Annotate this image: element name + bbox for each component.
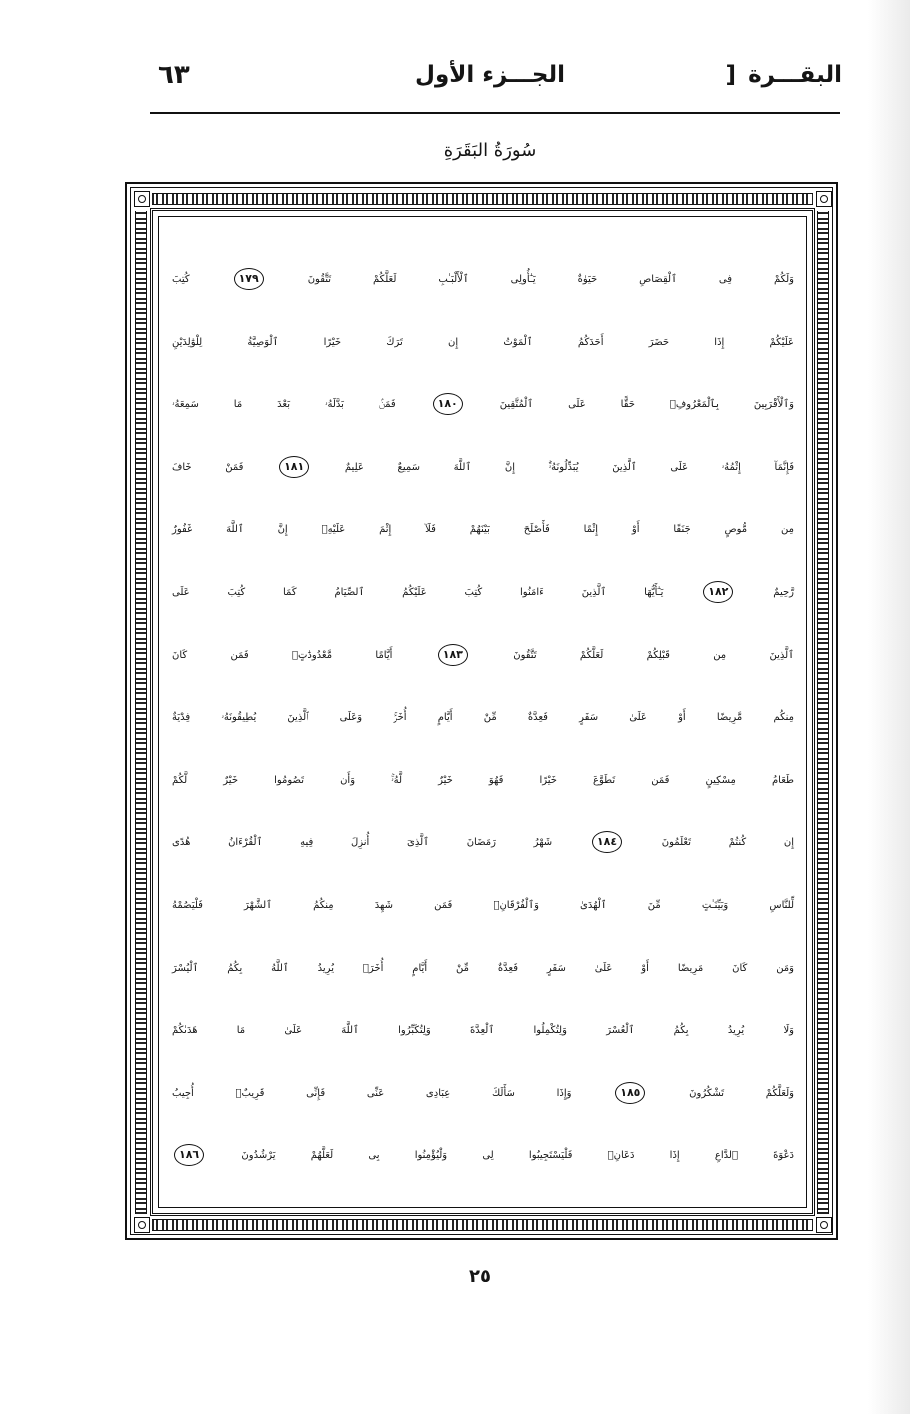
- running-header-bracket: ]: [725, 62, 737, 88]
- verse-line-content: [172, 963, 794, 974]
- verse-line: [172, 875, 794, 938]
- surah-title: سُورَةُ البَقَرَةِ: [443, 140, 537, 161]
- verse-text: ٱلَّذِينَ مِن قَبْلِكُمْ لَعَلَّكُمْ تَتَّقُونَ: [513, 649, 795, 661]
- verse-text: يَـٰٓأَيُّهَا ٱلَّذِينَ ءَامَنُوا كُتِبَ عَلَيْكُمُ ٱلصِّيَامُ كَمَا كُتِبَ عَلَى: [172, 586, 664, 598]
- verse-line-content: [172, 399, 794, 410]
- footer-page-number: ٢٥: [469, 1266, 491, 1287]
- verse-text: طَعَامُ مِسْكِينٍ فَمَن تَطَوَّعَ خَيْرًا فَهُوَ خَيْرٌ لَّهُۥۚ وَأَن تَصُومُوا خَيْرٌ لَّكُمْ: [172, 774, 794, 786]
- ornamental-band-right: [817, 211, 829, 1214]
- page-edge-shadow: [868, 0, 910, 1414]
- verse-line-content: [172, 524, 794, 535]
- verse-text: وَلَا يُرِيدُ بِكُمُ ٱلْعُسْرَ وَلِتُكْمِلُوا ٱلْعِدَّةَ وَلِتُكَبِّرُوا ٱللَّهَ عَلَىٰ مَا هَدَىٰكُمْ: [172, 1025, 794, 1037]
- verse-text: فَإِنَّمَآ إِثْمُهُۥ عَلَى ٱلَّذِينَ يُبَدِّلُونَهُۥٓۚ إِنَّ ٱللَّهَ سَمِيعٌ عَلِيمٌ: [344, 461, 794, 473]
- verse-text: وَمَن كَانَ مَرِيضًا أَوْ عَلَىٰ سَفَرٍ فَعِدَّةٌ مِّنْ أَيَّامٍ أُخَرَۚ يُرِيدُ ٱللَّهُ بِكُمُ ٱلْيُسْرَ: [172, 962, 794, 974]
- verse-text: وَلَكُمْ فِى ٱلْقِصَاصِ حَيَوٰةٌ يَـٰٓأُولِى ٱلْأَلْبَـٰبِ لَعَلَّكُمْ تَتَّقُونَ: [307, 274, 795, 285]
- verse-line: [172, 687, 794, 750]
- verse-line-content: [172, 775, 794, 786]
- verse-text: لِّلنَّاسِ وَبَيِّنَـٰتٍ مِّنَ ٱلْهُدَىٰ وَٱلْفُرْقَانِۚ فَمَن شَهِدَ مِنكُمُ ٱلشَّهْرَ فَلْيَصُمْهُ: [172, 899, 794, 911]
- verse-line-content: [172, 584, 794, 598]
- verse-line: [172, 750, 794, 813]
- ornamental-band-left: [135, 211, 147, 1214]
- verse-text: شَهْرُ رَمَضَانَ ٱلَّذِىٓ أُنزِلَ فِيهِ ٱلْقُرْءَانُ هُدًى: [172, 837, 553, 849]
- verse-text: مِن مُّوصٍ جَنَفًا أَوْ إِثْمًا فَأَصْلَحَ بَيْنَهُمْ فَلَآ إِثْمَ عَلَيْهِۚ إِنَّ ٱللَّهَ غَفُورٌ: [172, 524, 794, 536]
- verse-line-content: [172, 837, 794, 848]
- ayah-number-marker: ١٨٣: [438, 644, 468, 666]
- verse-text: أَيَّامًا مَّعْدُودَٰتٍۚ فَمَن كَانَ: [172, 649, 393, 661]
- verse-line: [172, 437, 794, 500]
- verse-line-content: [172, 1025, 794, 1036]
- verse-line: [172, 1125, 794, 1188]
- verse-text: إِن كُنتُمْ تَعْلَمُونَ: [661, 837, 794, 849]
- ornamental-band-bottom: [152, 1219, 813, 1231]
- verse-line: [172, 938, 794, 1001]
- verse-text: وَٱلْأَقْرَبِينَ بِٱلْمَعْرُوفِۚ حَقًّا عَلَى ٱلْمُتَّقِينَ: [499, 399, 794, 411]
- ayah-number-marker: ١٨١: [279, 456, 309, 478]
- verse-line-content: [172, 1150, 794, 1161]
- verse-line: [172, 625, 794, 688]
- frame-corner-ornament: [816, 191, 832, 207]
- verse-line-content: [172, 647, 795, 661]
- ayah-number-marker: ١٨٠: [433, 393, 463, 415]
- page-number: ٦٣: [158, 60, 190, 90]
- verse-line-content: [172, 712, 794, 723]
- ayah-number-marker: ١٨٦: [174, 1144, 204, 1166]
- verse-text: عَلَيْكُمْ إِذَا حَضَرَ أَحَدَكُمُ ٱلْمَوْتُ إِن تَرَكَ خَيْرًا ٱلْوَصِيَّةُ لِلْوَٰلِدَيْنِ: [172, 336, 794, 348]
- verse-text: وَإِذَا سَأَلَكَ عِبَادِى عَنِّى فَإِنِّى قَرِيبٌۚ أُجِيبُ: [172, 1087, 572, 1099]
- verse-line: [172, 562, 794, 625]
- running-header-surah: [726, 62, 842, 88]
- quran-text-block: [172, 249, 794, 1188]
- frame-corner-ornament: [816, 1217, 832, 1233]
- verse-line: [172, 812, 794, 875]
- verse-text: رَّحِيمٌ: [773, 586, 794, 598]
- verse-text: وَلَعَلَّكُمْ تَشْكُرُونَ: [689, 1087, 794, 1099]
- frame-corner-ornament: [134, 1217, 150, 1233]
- verse-text: دَعْوَةَ ٱلدَّاعِ إِذَا دَعَانِۚ فَلْيَسْتَجِيبُوا لِى وَلْيُؤْمِنُوا بِى لَعَلَّهُمْ يَرْشُدُونَ: [241, 1150, 794, 1162]
- ayah-number-marker: ١٧٩: [234, 268, 264, 290]
- frame-corner-ornament: [134, 191, 150, 207]
- verse-line-content: [172, 337, 794, 348]
- ornamental-band-top: [152, 193, 813, 205]
- verse-text: فَمَنْ خَافَ: [172, 461, 244, 473]
- verse-line: [172, 499, 794, 562]
- verse-line: [172, 1000, 794, 1063]
- verse-line-content: [172, 459, 794, 473]
- verse-line: [172, 249, 794, 312]
- verse-line-content: [172, 900, 794, 911]
- verse-text: فَمَنۢ بَدَّلَهُۥ بَعْدَ مَا سَمِعَهُۥ: [172, 399, 396, 411]
- verse-text: مِنكُم مَّرِيضًا أَوْ عَلَىٰ سَفَرٍ فَعِدَّةٌ مِّنْ أَيَّامٍ أُخَرَۚ وَعَلَى ٱلَّذِينَ يُطِيقُونَهُۥ فِدْيَةٌ: [172, 712, 794, 724]
- ayah-number-marker: ١٨٥: [615, 1082, 645, 1104]
- ayah-number-marker: ١٨٢: [703, 581, 733, 603]
- running-header-surah-name: البقـــرة: [748, 62, 842, 88]
- running-header-juz: الجـــزء الأول: [414, 62, 566, 88]
- verse-line: [172, 312, 794, 375]
- verse-text: كُتِبَ: [172, 274, 190, 285]
- ayah-number-marker: ١٨٤: [592, 831, 622, 853]
- verse-line: [172, 374, 794, 437]
- verse-line: [172, 1063, 794, 1126]
- header-rule: [150, 112, 840, 114]
- verse-line-content: [172, 1085, 794, 1099]
- verse-line-content: [172, 274, 794, 285]
